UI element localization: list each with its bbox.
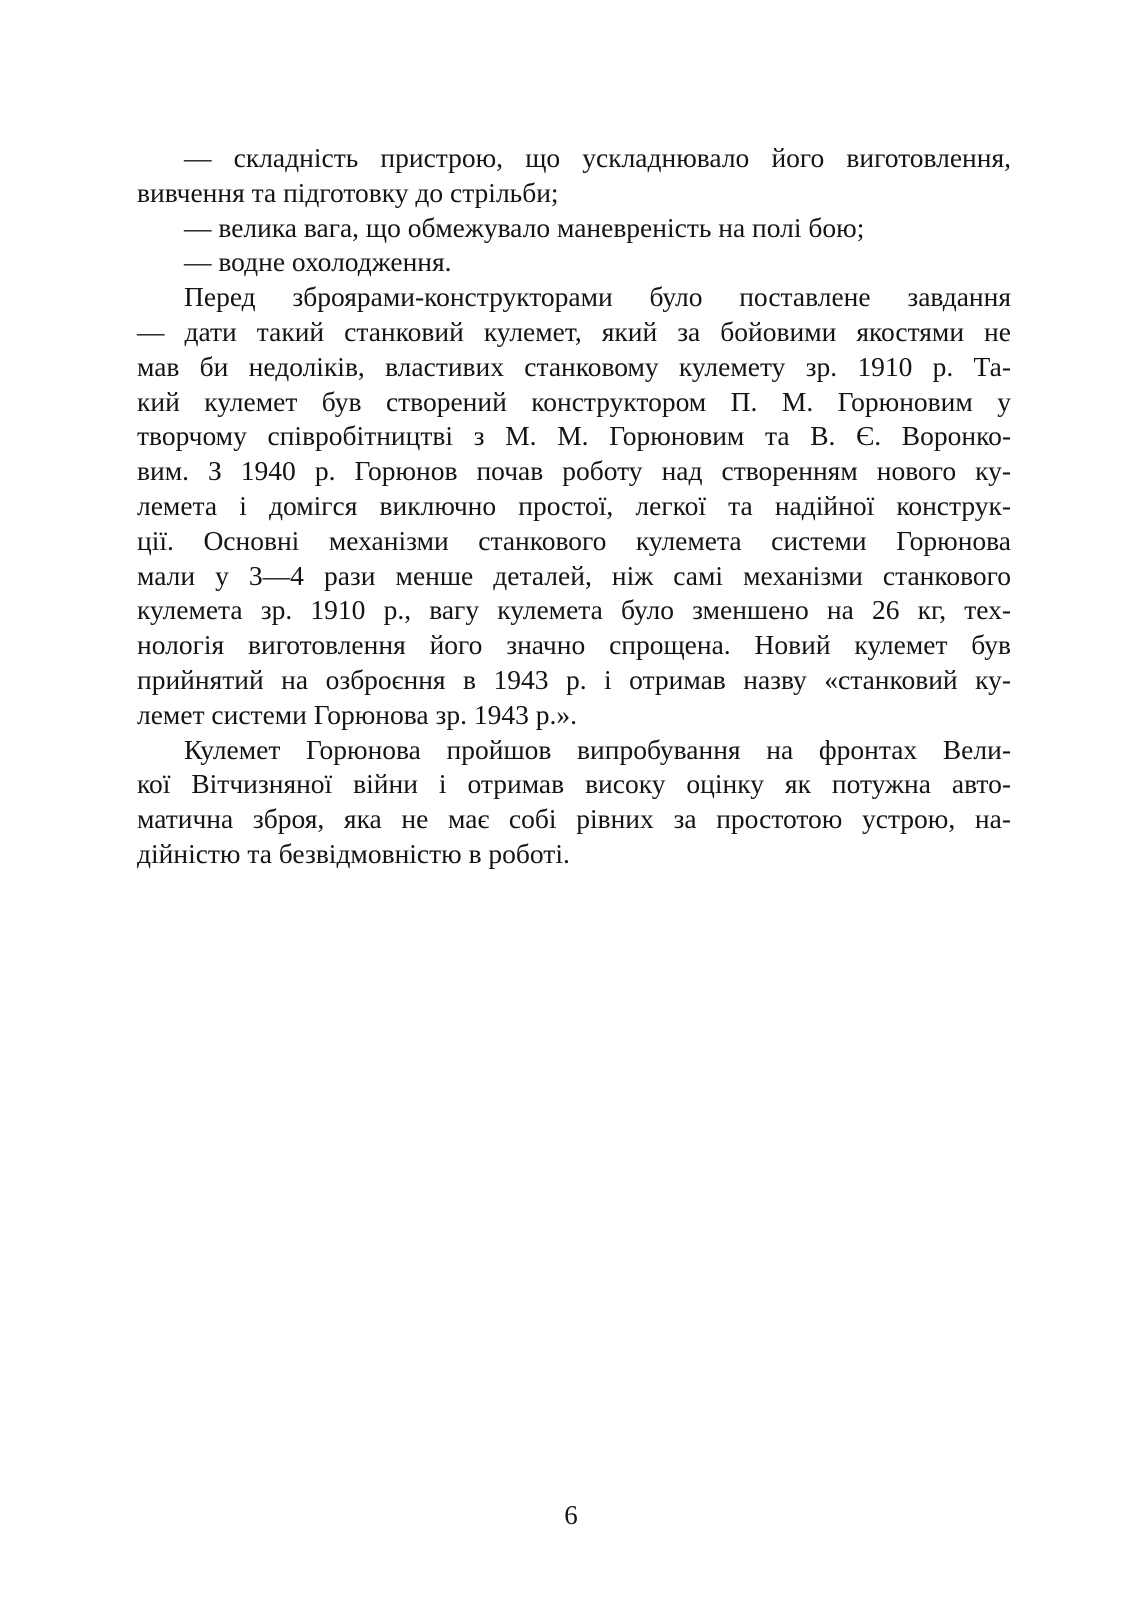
text-line: мали у 3—4 рази менше деталей, ніж самі механізми станкового: [137, 559, 1011, 591]
text-line: кий кулемет був створений конструктором П. М. Горюновим у: [137, 385, 1011, 417]
text-line: мав би недоліків, властивих станковому кулемету зр. 1910 р. Та-: [137, 350, 1011, 382]
list-item-weight: [137, 211, 1011, 246]
page-number: 6: [564, 1500, 578, 1530]
text-line: — дати такий станковий кулемет, який за бойовими якостями не: [137, 315, 1011, 347]
text-line: кої Вітчизняної війни і отримав високу оцінку як потужна авто-: [137, 768, 1011, 800]
text-line: нологія виготовлення його значно спрощена. Новий кулемет був: [137, 629, 1011, 661]
text-line: лемет системи Горюнова зр. 1943 р.».: [137, 698, 577, 730]
paragraph-goryunov-design: [137, 280, 1011, 732]
text-line: — велика вага, що обмежувало маневреність на полі бою;: [184, 211, 865, 243]
text-line: — складність пристрою, що ускладнювало його виготовлення,: [184, 142, 1011, 173]
text-line: творчому співробітництві з М. М. Горюновим та В. Є. Воронко-: [137, 420, 1011, 452]
text-line: Кулемет Горюнова пройшов випробування на фронтах Вели-: [184, 733, 1011, 765]
text-line: Перед зброярами-конструкторами було поставлене завдання: [184, 281, 1011, 313]
list-item-cooling: [137, 245, 1011, 280]
text-line: матична зброя, яка не має собі рівних за простотою устрою, на-: [137, 803, 1011, 835]
text-line: прийнятий на озброєння в 1943 р. і отримав назву «станковий ку-: [137, 663, 1011, 695]
text-line: вим. З 1940 р. Горюнов почав роботу над створенням нового ку-: [137, 455, 1011, 487]
text-line: ції. Основні механізми станкового кулемета системи Горюнова: [137, 524, 1011, 556]
text-line: лемета і домігся виключно простої, легкої та надійної конструк-: [137, 489, 1011, 521]
text-line: — водне охолодження.: [184, 246, 452, 278]
paragraph-goryunov-tests: [137, 733, 1011, 872]
text-line: дійністю та безвідмовністю в роботі.: [137, 837, 570, 869]
text-line: вивчення та підготовку до стрільби;: [137, 176, 559, 208]
text-block: [137, 141, 1011, 872]
list-item-complexity: [137, 141, 1011, 211]
text-line: кулемета зр. 1910 р., вагу кулемета було зменшено на 26 кг, тех-: [137, 594, 1011, 626]
